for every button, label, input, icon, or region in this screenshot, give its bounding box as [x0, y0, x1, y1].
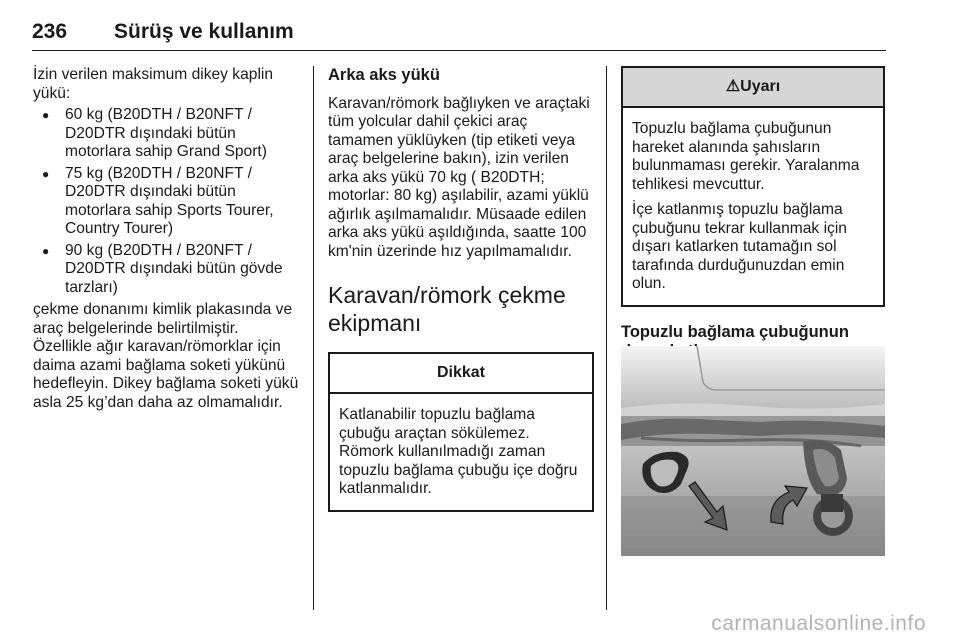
- warning-body: [623, 108, 883, 305]
- page-number: 236: [32, 20, 68, 43]
- towbar-illustration: [621, 346, 885, 556]
- rear-axle-heading: Arka aks yükü: [328, 66, 440, 84]
- column-divider-1: [313, 66, 314, 610]
- warning-triangle-icon: ⚠: [725, 78, 741, 95]
- warning-paragraph-1: Topuzlu bağlama çubuğunun hareket alanında şahısların bulunmaması gerekir. Yaralanma tehlikesi mevcuttur.: [632, 120, 860, 193]
- page-title: Sürüş ve kullanım: [114, 20, 294, 43]
- caution-text: Katlanabilir topuzlu bağlama çubuğu araçtan sökülemez. Römork kullanılmadığı zaman topuzlu bağlama çubuğu içe doğru katlanmalıdır.: [339, 406, 578, 497]
- column-divider-2: [606, 66, 607, 610]
- list-item: ● 60 kg (B20DTH / B20NFT / D20DTR dışındaki bütün motorlara sahip Grand Sport): [33, 106, 301, 162]
- column-1: [33, 66, 301, 412]
- caution-title: Dikkat: [330, 354, 592, 394]
- coupling-load-paragraph: çekme donanımı kimlik plakasında ve araç belgelerinde belirtilmiştir. Özellikle ağır karavan/römorklar için daima azami bağlama soketi yükünü hedefleyin. Dikey bağlama soketi yükü asla 25 kg’dan daha az olmamalıdır.: [33, 301, 299, 411]
- warning-paragraph-2: İçe katlanmış topuzlu bağlama çubuğunu tekrar kullanmak için dışarı katlarken tutamağın sol tarafında durduğunuzdan emin olun.: [632, 201, 847, 292]
- list-item: ● 75 kg (B20DTH / B20NFT / D20DTR dışındaki bütün motorlara sahip Sports Tourer, Country Tourer): [33, 165, 301, 239]
- coupling-load-intro: İzin verilen maksimum dikey kaplin yükü:: [33, 66, 274, 102]
- warning-title: Uyarı: [740, 78, 781, 95]
- column-2: [328, 66, 594, 512]
- warning-box: [621, 66, 885, 307]
- list-item: ● 90 kg (B20DTH / B20NFT / D20DTR dışındaki bütün gövde tarzları): [33, 242, 301, 298]
- warning-header: [623, 68, 883, 108]
- fold-out-heading: Topuzlu bağlama çubuğunun: [621, 322, 849, 341]
- caution-box: [328, 352, 594, 512]
- coupling-load-list: [33, 106, 301, 297]
- header-divider: [32, 50, 886, 51]
- rear-axle-paragraph: Karavan/römork bağlıyken ve araçtaki tüm yolcular dahil çekici araç tamamen yüklüyken (tip etiketi veya araç belgelerine bakın), izin verilen arka aks yükü 70 kg ( B20DTH; motorlar: 80 kg) aşılabilir, azami yüklü ağırlık aşılmamalıdır. Müsaade edilen arka aks yükü aşıldığında, saatte 100 km'nin üzerinde hız yapılmamalıdır.: [328, 94, 590, 260]
- column-3: [621, 66, 885, 361]
- towing-section-title: Karavan/römork çekme ekipmanı: [328, 282, 566, 336]
- watermark: carmanualsonline.info: [711, 612, 926, 635]
- caution-body: [330, 394, 592, 510]
